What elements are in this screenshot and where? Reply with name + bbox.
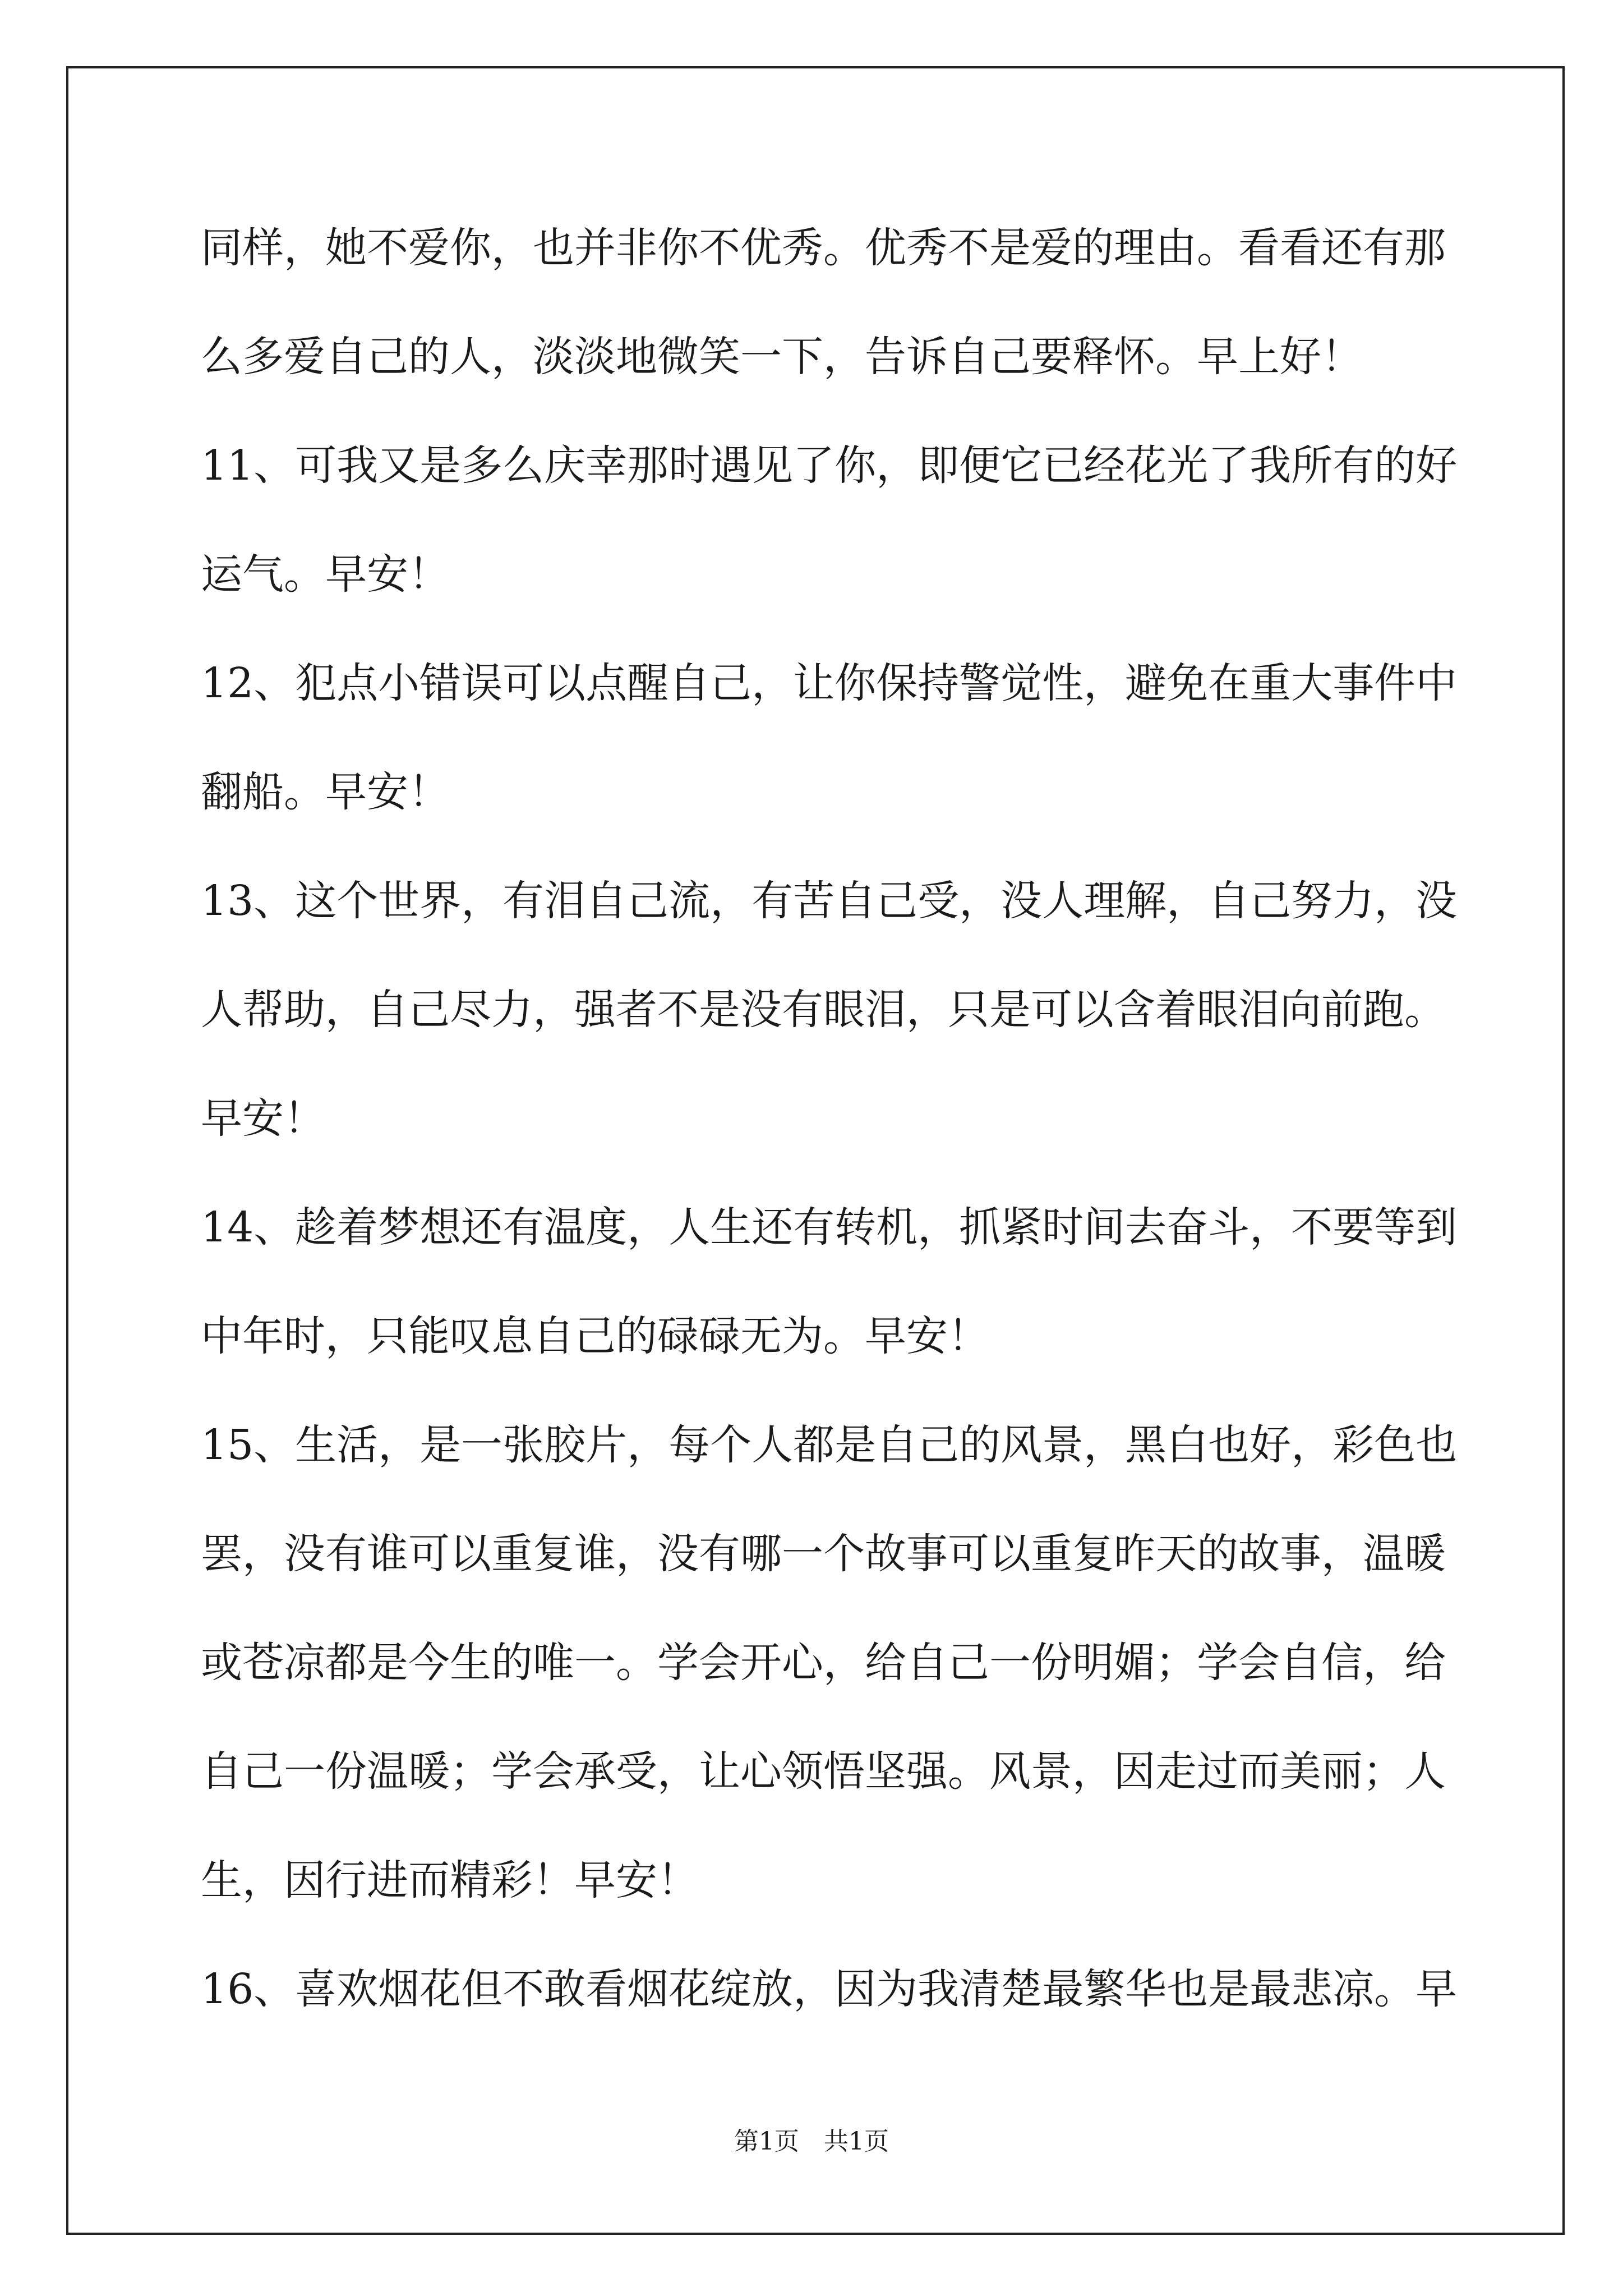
- text-line: 11、可我又是多么庆幸那时遇见了你，即便它已经花光了我所有的好: [201, 441, 1458, 490]
- text-line: 同样，她不爱你，也并非你不优秀。优秀不是爱的理由。看看还有那: [201, 224, 1446, 272]
- text-line: 早安！: [201, 1094, 325, 1143]
- text-line: 16、喜欢烟花但不敢看烟花绽放，因为我清楚最繁华也是最悲凉。早: [201, 1965, 1458, 2013]
- text-line: 翻船。早安！: [201, 768, 450, 816]
- text-line: 12、犯点小错误可以点醒自己，让你保持警觉性，避免在重大事件中: [201, 659, 1458, 707]
- text-line: 人帮助，自己尽力，强者不是没有眼泪，只是可以含着眼泪向前跑。: [201, 986, 1446, 1034]
- page-number: 第1页 共1页: [734, 2127, 889, 2156]
- text-line: 罢，没有谁可以重复谁，没有哪一个故事可以重复昨天的故事，温暖: [201, 1530, 1446, 1578]
- text-line: 自己一份温暖；学会承受，让心领悟坚强。风景，因走过而美丽；人: [201, 1747, 1446, 1796]
- document-body: [201, 203, 1458, 2053]
- text-line: 生，因行进而精彩！早安！: [201, 1856, 699, 1904]
- text-line: 14、趁着梦想还有温度，人生还有转机，抓紧时间去奋斗，不要等到: [201, 1203, 1458, 1251]
- text-line: 运气。早安！: [201, 550, 450, 599]
- text-line: 或苍凉都是今生的唯一。学会开心，给自己一份明媚；学会自信，给: [201, 1639, 1446, 1687]
- text-line: 中年时，只能叹息自己的碌碌无为。早安！: [201, 1312, 989, 1360]
- text-line: 15、生活，是一张胶片，每个人都是自己的风景，黑白也好，彩色也: [201, 1421, 1458, 1469]
- text-line: 么多爱自己的人，淡淡地微笑一下，告诉自己要释怀。早上好！: [201, 333, 1363, 381]
- text-line: 13、这个世界，有泪自己流，有苦自己受，没人理解，自己努力，没: [201, 877, 1458, 925]
